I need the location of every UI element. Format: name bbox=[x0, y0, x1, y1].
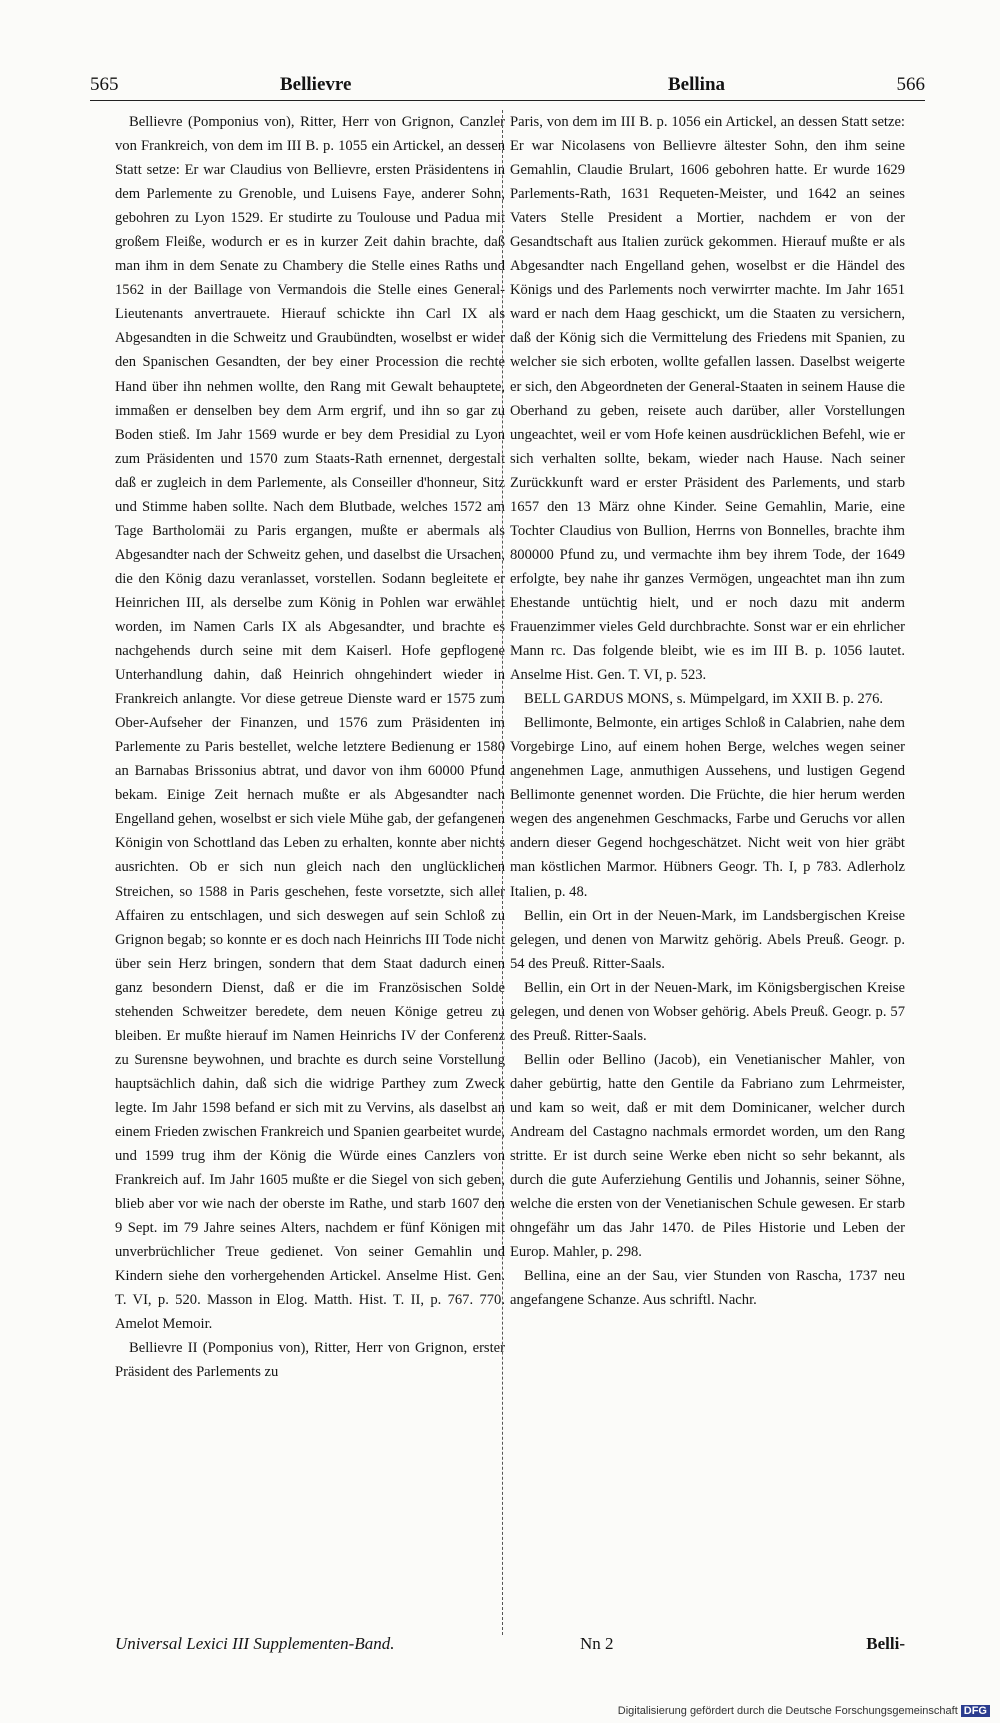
dfg-badge: DFG bbox=[961, 1705, 990, 1717]
entry-paragraph: BELL GARDUS MONS, s. Mümpelgard, im XXII B. p. 276. bbox=[524, 691, 884, 708]
entry-paragraph: Bellin oder Bellino (Jacob), ein Venetianischer Mahler, von daher gebürtig, hatte den Gentile da Fabriano zum Lehrmeister, und kam so weit, daß er mit dem Dominicaner, welcher durch Andream del Castagno nachmals ermordet worden, um den Rang stritte. Er ist durch seine Werke eben nicht so sehr bekannt, als durch die gute Auferziehung Gentilis und Johannis, seiner Söhne, welche die ersten von der Venetianischen Schule gewesen. Er starb ohngefähr um das Jahr 1470. de Piles Historie und Leben der Europ. Mahler, p. 298. bbox=[510, 1051, 905, 1261]
entry-paragraph: Bellievre II (Pomponius von), Ritter, Herr von Grignon, erster Präsident des Parlements zu bbox=[115, 1340, 505, 1381]
signature-mark: Nn 2 bbox=[580, 1634, 614, 1653]
left-column bbox=[115, 110, 505, 1384]
entry-paragraph: Bellin, ein Ort in der Neuen-Mark, im Landsbergischen Kreise gelegen, und denen von Marwitz gehörig. Abels Preuß. Geogr. p. 54 des Preuß. Ritter-Saals. bbox=[510, 907, 905, 972]
entry-paragraph: Paris, von dem im III B. p. 1056 ein Artickel, an dessen Statt setze: Er war Nicolasens von Bellievre ältester Sohn, den ihm seine Gemahlin, Claudie Brulart, 1606 gebohren hatte. Er wurde 1629 Parlements-Rath, 1631 Requeten-Meister, und 1642 an seines Vaters Stelle President a Mortier, nachdem er von der Gesandtschaft aus Italien zurück gekommen. Hierauf mußte er als Abgesandter nach Engelland gehen, woselbst er die Händel des Königs und des Parlements noch verwirrter machte. Im Jahr 1651 ward er nach dem Haag geschickt, um die Staaten zu versichern, daß der König sich die Vermittelung des Friedens mit Spanien, zu welcher sie sich erboten, wollte gefallen lassen. Daselbst weigerte er sich, den Abgeordneten der General-Staaten in seinem Hause die Oberhand zu geben, reisete auch darüber, aller Vorstellungen ungeachtet, weil er vom Hofe keinen ausdrücklichen Befehl, wie er sich verhalten sollte, bekam, wieder nach Hause. Nach seiner Zurückkunft ward er erster Präsident des Parlements, und starb 1657 den 13 März ohne Kinder. Seine Gemahlin, Marie, eine Tochter Claudius von Bullion, Herrns von Bonnelles, brachte ihm 800000 Pfund zu, und vermachte ihm bey ihrem Tode, der 1649 erfolgte, bey nahe ihr ganzes Vermögen, ungeachtet man ihn zum Ehestande untüchtig hielt, und er noch dazu mit anderm Frauenzimmer vieles Geld durchbrachte. Sonst war er ein ehrlicher Mann rc. Das folgende bleibt, wie es im III B. p. 1056 lautet. Anselme Hist. Gen. T. VI, p. 523. bbox=[510, 114, 905, 684]
entry-paragraph: Bellina, eine an der Sau, vier Stunden von Rascha, 1737 neu angefangene Schanze. Aus schriftl. Nachr. bbox=[510, 1268, 905, 1309]
catchword: Belli- bbox=[866, 1634, 905, 1653]
entry-paragraph: Bellimonte, Belmonte, ein artiges Schloß in Calabrien, nahe dem Vorgebirge Lino, auf einem hohen Berge, welches wegen seiner angenehmen Lage, anmuthigen Aussehens, und lustigen Gegend Bellimonte genennet worden. Die Früchte, die hier herum werden wegen des angenehmen Geschmacks, Farbe und Geruchs vor allen andern dieser Gegend hochgeschätzet. Nicht weit von hier gräbt man köstlichen Marmor. Hübners Geogr. Th. I, p 783. Adlerholz Italien, p. 48. bbox=[510, 715, 905, 900]
running-title-left: Bellievre bbox=[280, 74, 352, 95]
page-number-left: 565 bbox=[90, 74, 119, 95]
header-rule bbox=[90, 100, 925, 101]
entry-paragraph: Bellievre (Pomponius von), Ritter, Herr von Grignon, Canzler von Frankreich, von dem im III B. p. 1055 ein Artickel, an dessen Statt setze: Er war Claudius von Bellievre, ersten Präsidentens in dem Parlemente zu Grenoble, und Luisens Faye, anderer Sohn, gebohren zu Lyon 1529. Er studirte zu Toulouse und Padua mit großem Fleiße, wodurch er es in kurzer Zeit dahin brachte, daß man ihm in dem Senate zu Chambery die Stelle eines Raths und 1562 in der Baillage von Vermandois die Stelle eines General-Lieutenants anvertrauete. Hierauf schickte ihn Carl IX als Abgesandten in die Schweitz und Graubündten, woselbst er wider den Spanischen Gesandten, der bey einer Procession die rechte Hand über ihn nehmen wollte, den Rang mit Gewalt behauptete, immaßen er denselben bey dem Arm ergrif, und ihn so gar zu Boden stieß. Im Jahr 1569 wurde er bey dem Presidial zu Lyon zum Präsidenten und 1570 zum Staats-Rath ernennet, dergestalt daß er zugleich in dem Parlemente, als Conseiller d'honneur, Sitz und Stimme haben sollte. Nach dem Blutbade, welches 1572 am Tage Bartholomäi zu Paris ergangen, mußte er abermals als Abgesandter nach der Schweitz gehen, und daselbst die Ursachen, die den König dazu veranlasset, vorstellen. Sodann begleitete er Heinrichen III, als derselbe zum König in Pohlen war erwählet worden, im Namen Carls IX als Abgesandter, und brachte es nachgehends durch seine mit dem Kaiserl. Hofe gepflogene Unterhandlung dahin, daß Heinrich ohngehindert wieder in Frankreich anlangte. Vor diese getreue Dienste ward er 1575 zum Ober-Aufseher der Finanzen, und 1576 zum Präsidenten im Parlemente zu Paris bestellet, welche letztere Bedienung er 1580 an Barnabas Brissonius abtrat, und davor von ihm 60000 Pfund bekam. Einige Zeit hernach mußte er als Abgesandter nach Engelland gehen, woselbst er sich viele Mühe gab, der gefangenen Königin von Schottland das Leben zu erhalten, konnte aber nichts ausrichten. Ob er sich nun gleich nach den unglücklichen Streichen, so 1588 in Paris geschehen, feste vorsetzte, sich aller Affairen zu entschlagen, und sich deswegen auf sein Schloß zu Grignon begab; so konnte er es doch nach Heinrichs III Tode nicht über sein Herz bringen, sondern that dem Staat dadurch einen ganz besondern Dienst, daß er die im Französischen Solde stehenden Schweitzer beredete, dem neuen Könige getreu zu bleiben. Er mußte hierauf im Namen Heinrichs IV der Conferenz zu Surensne beywohnen, und brachte es durch seine Vorstellung hauptsächlich dahin, daß sich die widrige Parthey zum Zweck legte. Im Jahr 1598 befand er sich mit zu Vervins, als daselbst an einem Frieden zwischen Frankreich und Spanien gearbeitet wurde, und 1599 trug ihm der König die Würde eines Canzlers von Frankreich auf. Im Jahr 1605 mußte er die Siegel von sich geben, blieb aber vor wie nach der oberste im Rathe, und starb 1607 den 9 Sept. im 79 Jahre seines Alters, nachdem er fünf Königen mit unverbrüchlicher Treue gedienet. Von seiner Gemahlin und Kindern siehe den vorhergehenden Artickel. Anselme Hist. Gen. T. VI, p. 520. Masson in Elog. Matth. Hist. T. II, p. 767. 770. Amelot Memoir. bbox=[115, 114, 505, 1333]
running-title-right: Bellina bbox=[668, 74, 726, 95]
entry-paragraph: Bellin, ein Ort in der Neuen-Mark, im Königsbergischen Kreise gelegen, und denen von Wobser gehörig. Abels Preuß. Geogr. p. 57 des Preuß. Ritter-Saals. bbox=[510, 979, 905, 1044]
page-number-right: 566 bbox=[896, 74, 925, 95]
credit-text: Digitalisierung gefördert durch die Deutsche Forschungsgemeinschaft bbox=[617, 1705, 958, 1717]
digitization-credit bbox=[618, 1705, 990, 1717]
right-column bbox=[510, 110, 905, 1312]
volume-line: Universal Lexici III Supplementen-Band. bbox=[115, 1634, 395, 1653]
page-footer bbox=[115, 1634, 905, 1662]
column-divider bbox=[502, 110, 503, 1635]
